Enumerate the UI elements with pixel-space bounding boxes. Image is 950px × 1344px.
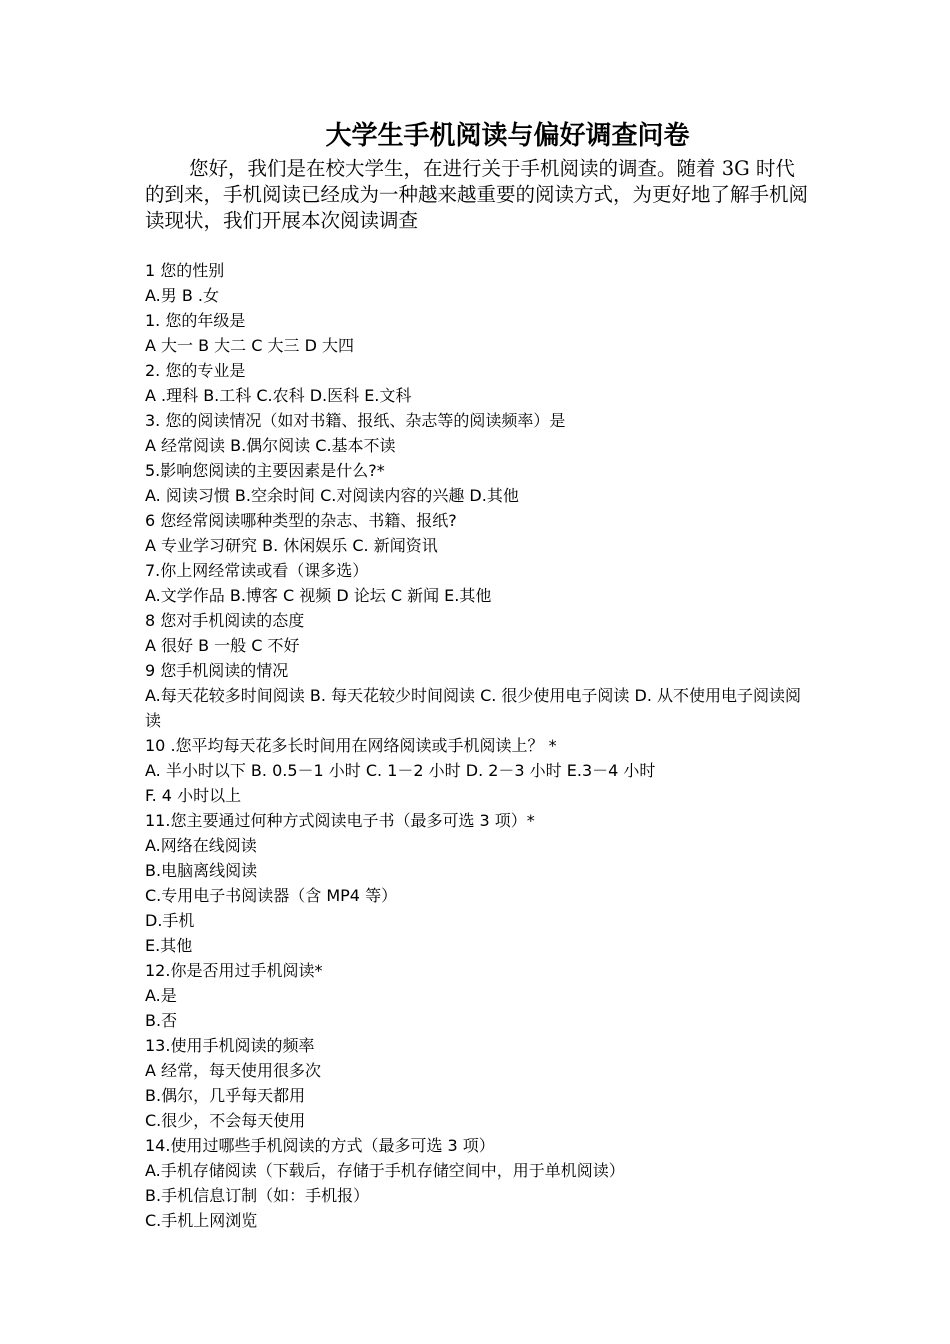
options-grade: A 大一 B 大二 C 大三 D 大四 [145, 336, 355, 355]
question-online-content: 7.你上网经常读或看（课多选） [145, 561, 369, 580]
question-reading-factors: 5.影响您阅读的主要因素是什么?* [145, 461, 385, 480]
question-reading-status: 3. 您的阅读情况（如对书籍、报纸、杂志等的阅读频率）是 [145, 411, 566, 430]
question-ebook-method: 11.您主要通过何种方式阅读电子书（最多可选 3 项）* [145, 811, 535, 830]
document-title: 大学生手机阅读与偏好调查问卷 [325, 121, 690, 151]
question-reading-methods: 14.使用过哪些手机阅读的方式（最多可选 3 项） [145, 1136, 495, 1155]
options-online-content: A.文学作品 B.博客 C 视频 D 论坛 C 新闻 E.其他 [145, 586, 492, 605]
option-frequency-a: A 经常，每天使用很多次 [145, 1061, 322, 1080]
options-reading-factors: A. 阅读习惯 B.空余时间 C.对阅读内容的兴趣 D.其他 [145, 486, 519, 505]
question-grade: 1. 您的年级是 [145, 311, 246, 330]
question-attitude: 8 您对手机阅读的态度 [145, 611, 305, 630]
options-daily-time: A. 半小时以下 B. 0.5－1 小时 C. 1－2 小时 D. 2－3 小时 E.3－4 小时 [145, 761, 656, 780]
option-frequency-b: B.偶尔，几乎每天都用 [145, 1086, 306, 1105]
option-ebook-d: D.手机 [145, 911, 195, 930]
option-ebook-a: A.网络在线阅读 [145, 836, 257, 855]
options-reading-status: A 经常阅读 B.偶尔阅读 C.基本不读 [145, 436, 396, 455]
question-reading-type: 6 您经常阅读哪种类型的杂志、书籍、报纸? [145, 511, 457, 530]
option-ebook-b: B.电脑离线阅读 [145, 861, 258, 880]
question-mobile-reading-status: 9 您手机阅读的情况 [145, 661, 289, 680]
option-used-b: B.否 [145, 1011, 178, 1030]
option-frequency-c: C.很少，不会每天使用 [145, 1111, 306, 1130]
options-daily-time-continued: F. 4 小时以上 [145, 786, 242, 805]
question-frequency: 13.使用手机阅读的频率 [145, 1036, 315, 1055]
question-gender: 1 您的性别 [145, 261, 225, 280]
document-page [145, 118, 810, 1233]
question-daily-time: 10 .您平均每天花多长时间用在网络阅读或手机阅读上？ * [145, 736, 557, 755]
intro-paragraph: 您好，我们是在校大学生，在进行关于手机阅读的调查。随着 3G 时代的到来，手机阅读已经成为一种越来越重要的阅读方式，为更好地了解手机阅读现状，我们开展本次阅读调查 [145, 157, 809, 232]
option-method-a: A.手机存储阅读（下载后，存储于手机存储空间中，用于单机阅读） [145, 1161, 625, 1180]
options-major: A .理科 B.工科 C.农科 D.医科 E.文科 [145, 386, 412, 405]
option-ebook-e: E.其他 [145, 936, 193, 955]
option-ebook-c: C.专用电子书阅读器（含 MP4 等） [145, 886, 398, 905]
options-gender: A.男 B .女 [145, 286, 219, 305]
options-mobile-reading-status: A.每天花较多时间阅读 B. 每天花较少时间阅读 C. 很少使用电子阅读 D. 从不使用电子阅读阅读 [145, 686, 801, 730]
option-used-a: A.是 [145, 986, 177, 1005]
question-used-mobile-reading: 12.你是否用过手机阅读* [145, 961, 323, 980]
question-list [145, 258, 810, 1233]
question-major: 2. 您的专业是 [145, 361, 246, 380]
option-method-b: B.手机信息订制（如：手机报） [145, 1186, 370, 1205]
options-attitude: A 很好 B 一般 C 不好 [145, 636, 300, 655]
options-reading-type: A 专业学习研究 B. 休闲娱乐 C. 新闻资讯 [145, 536, 438, 555]
option-method-c: C.手机上网浏览 [145, 1211, 258, 1230]
